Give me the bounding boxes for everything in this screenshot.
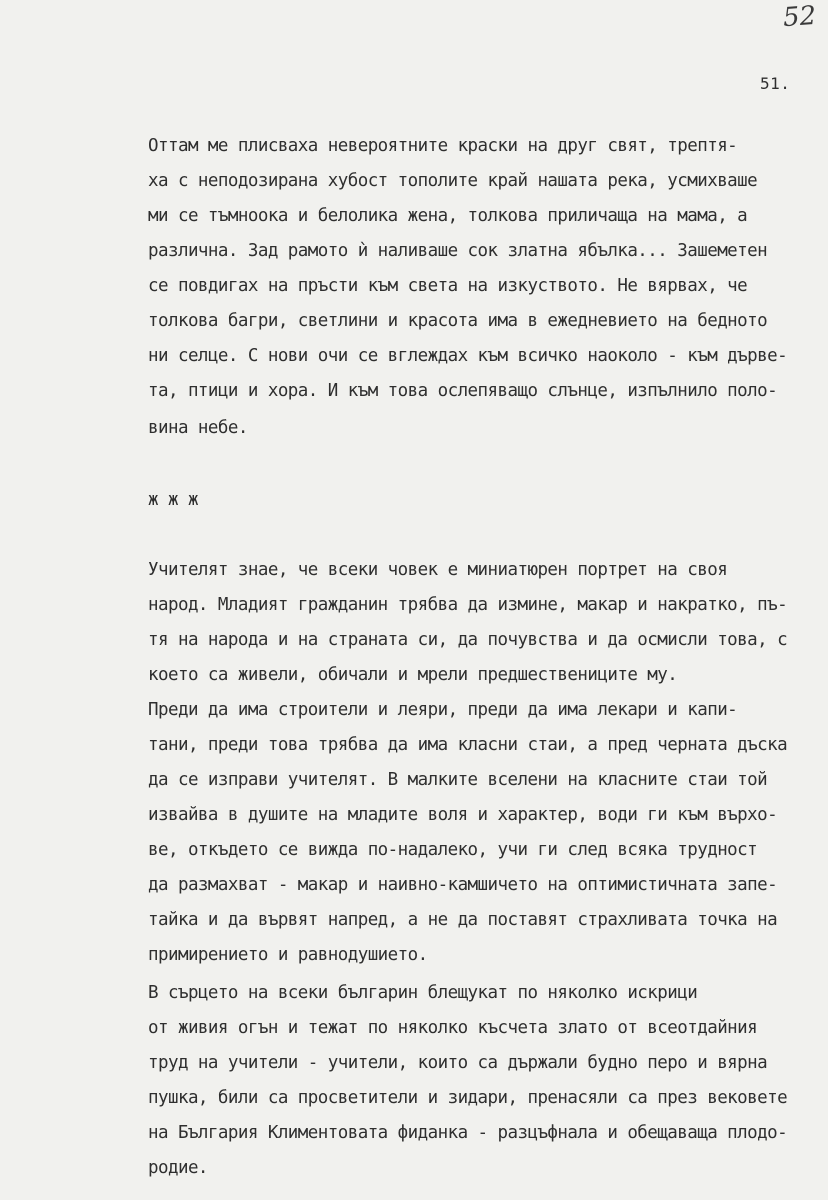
text-line: толкова багри, светлини и красота има в ежедневието на бедното: [148, 311, 768, 331]
text-line: ни селце. С нови очи се вглеждах към всичко наоколо - към дърве-: [148, 346, 788, 366]
text-line: Учителят знае, че всеки човек е миниатюрен портрет на своя: [148, 560, 728, 580]
text-line: примирението и равнодушието.: [148, 945, 428, 965]
text-line: Преди да има строители и леяри, преди да има лекари и капи-: [148, 700, 738, 720]
text-line: родие.: [148, 1158, 208, 1178]
text-line: да размахват - макар и наивно-камшичето на оптимистичната запе-: [148, 875, 778, 895]
text-line: Оттам ме плисваха невероятните краски на друг свят, трептя-: [148, 136, 738, 156]
text-line: ми се тъмноока и белолика жена, толкова приличаща на мама, а: [148, 206, 748, 226]
text-line: извайва в душите на младите воля и характер, води ги към върхо-: [148, 805, 778, 825]
text-line: тя на народа и на страната си, да почувства и да осмисли това, с: [148, 630, 788, 650]
text-line: се повдигах на пръсти към света на изкуството. Не вярвах, че: [148, 276, 748, 296]
text-line: та, птици и хора. И към това ослепяващо слънце, изпълнило поло-: [148, 381, 778, 401]
text-line: ве, откъдето се вижда по-надалеко, учи ги след всяка трудност: [148, 840, 758, 860]
text-line: различна. Зад рамото ѝ наливаше сок златна ябълка... Зашеметен: [148, 241, 768, 261]
text-line: да се изправи учителят. В малките вселени на класните стаи той: [148, 770, 768, 790]
text-line: ха с неподозирана хубост тополите край нашата река, усмихваше: [148, 171, 758, 191]
text-line: пушка, били са просветители и зидари, пренасяли са през вековете: [148, 1088, 788, 1108]
handwritten-page-number: 52: [781, 0, 818, 34]
text-line: вина небе.: [148, 418, 248, 438]
text-line: труд на учители - учители, които са държали будно перо и вярна: [148, 1053, 768, 1073]
text-line: на България Климентовата фиданка - разцъфнала и обещаваща плодо-: [148, 1123, 788, 1143]
text-line: което са живели, обичали и мрели предшествениците му.: [148, 665, 678, 685]
text-line: от живия огън и тежат по няколко късчета злато от всеотдайния: [148, 1018, 758, 1038]
page-number: 51.: [760, 74, 791, 93]
text-line: В сърцето на всеки българин блещукат по няколко искрици: [148, 983, 698, 1003]
section-separator: ж ж ж: [148, 490, 198, 510]
text-line: тайка и да вървят напред, а не да поставят страхливата точка на: [148, 910, 778, 930]
text-line: тани, преди това трябва да има класни стаи, а пред черната дъска: [148, 735, 788, 755]
text-line: народ. Младият гражданин трябва да измине, макар и накратко, пъ-: [148, 595, 788, 615]
